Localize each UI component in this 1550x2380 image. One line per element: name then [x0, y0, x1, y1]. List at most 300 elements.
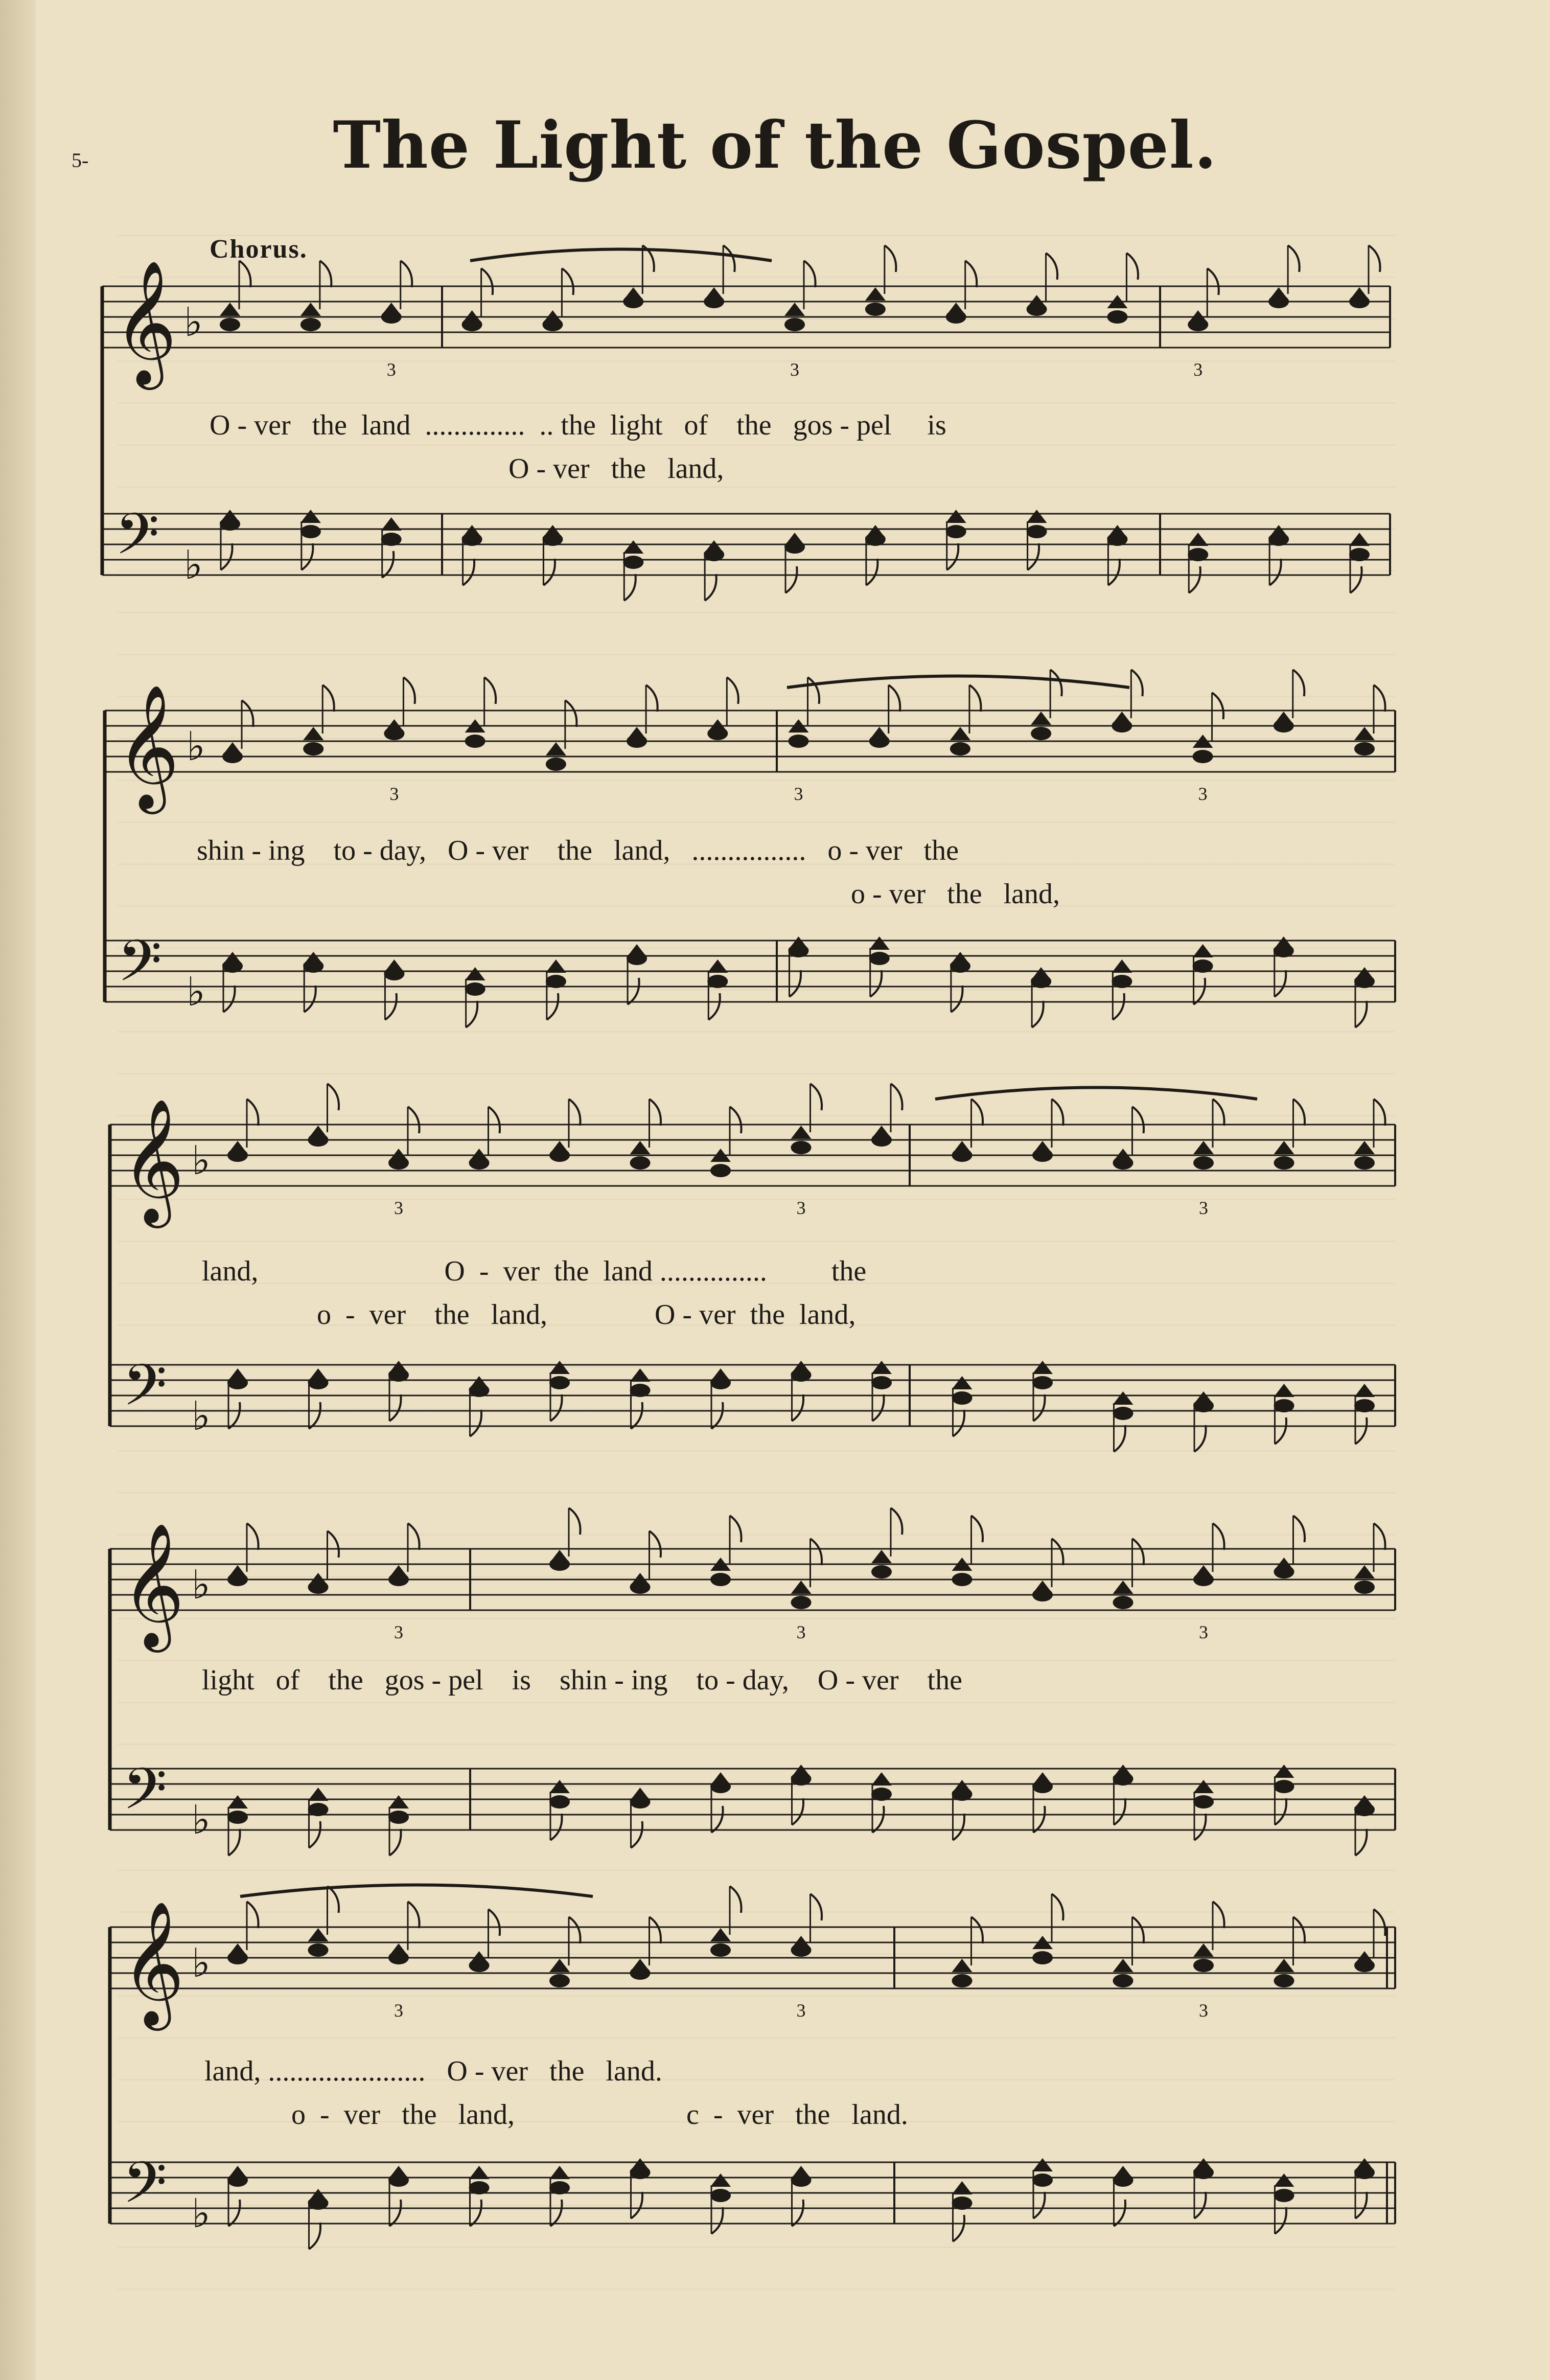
system-4-note-head-icon	[549, 1558, 570, 1571]
system-5-note-head-icon	[308, 2196, 329, 2210]
system-1-triplet-mark: 3	[386, 359, 396, 380]
system-4-note-head-icon	[1193, 1795, 1214, 1809]
hymn-title: The Light of the Gospel.	[333, 107, 1217, 183]
system-3-note-flag-icon	[872, 1394, 884, 1421]
system-5-note-flag-icon	[1355, 2192, 1367, 2218]
system-5-lyric-line-1: land, ...................... O - ver the land.	[204, 2055, 662, 2087]
system-3-note-head-icon	[1193, 1399, 1214, 1412]
system-5-bass-flat-icon: ♭	[192, 2191, 211, 2237]
system-1-note-head-icon	[1349, 295, 1370, 308]
system-5-note-head-icon	[549, 1974, 570, 1987]
system-2-shape-note-icon	[707, 959, 728, 973]
system-3-note-head-icon	[1032, 1149, 1053, 1162]
system-2-note-head-icon	[546, 975, 566, 988]
system-4-shape-note-icon	[871, 1550, 892, 1563]
system-2-note-flag-icon	[628, 978, 639, 1004]
system-3-note-flag-icon	[1293, 1099, 1305, 1126]
system-2-triplet-mark: 3	[1198, 784, 1208, 804]
system-4-note-flag-icon	[247, 1523, 259, 1550]
system-3-shape-note-icon	[630, 1141, 651, 1154]
system-2-note-head-icon	[707, 727, 728, 740]
system-1-note-flag-icon	[1288, 245, 1300, 272]
system-4-note-flag-icon	[228, 1829, 240, 1856]
system-3-note-head-icon	[308, 1133, 329, 1147]
system-4-note-flag-icon	[1293, 1516, 1305, 1542]
system-3-shape-note-icon	[630, 1368, 651, 1382]
system-4-bass-flat-icon: ♭	[192, 1797, 211, 1843]
system-2-note-flag-icon	[385, 993, 397, 1020]
system-3-note-flag-icon	[1132, 1107, 1144, 1133]
system-5-shape-note-icon	[308, 1928, 329, 1941]
system-2-note-flag-icon	[565, 700, 577, 727]
system-5-note-flag-icon	[1132, 1917, 1144, 1943]
system-3-note-flag-icon	[730, 1107, 742, 1133]
system-3-note-flag-icon	[228, 1402, 240, 1429]
system-3-note-flag-icon	[811, 1084, 822, 1110]
system-5-note-flag-icon	[489, 1909, 500, 1936]
system-2-note-head-icon	[384, 967, 404, 980]
system-5-note-head-icon	[549, 2181, 570, 2194]
system-5-note-head-icon	[791, 2173, 812, 2187]
system-3-treble-flat-icon: ♭	[192, 1138, 211, 1184]
system-4-note-head-icon	[1193, 1573, 1214, 1586]
system-1-note-head-icon	[784, 318, 805, 331]
page-mark: 5-	[72, 149, 89, 172]
system-3-shape-note-icon	[1274, 1141, 1294, 1154]
system-3-lyric-line-1: land, O - ver the land ............... the	[202, 1255, 867, 1287]
system-2-note-head-icon	[222, 959, 243, 973]
system-3-note-flag-icon	[309, 1402, 321, 1429]
system-5-note-head-icon	[388, 1951, 409, 1964]
system-3-note-head-icon	[1193, 1156, 1214, 1170]
system-2-note-head-icon	[465, 735, 485, 748]
system-3-note-head-icon	[1274, 1156, 1294, 1170]
system-4-note-head-icon	[871, 1565, 892, 1578]
system-3-bass-clef-icon: 𝄢	[123, 1352, 167, 1432]
system-2-note-head-icon	[869, 735, 890, 748]
system-5-note-head-icon	[710, 2189, 731, 2202]
system-1-shape-note-icon	[623, 540, 643, 554]
system-2-note-flag-icon	[1374, 685, 1385, 712]
slur-4	[240, 1885, 593, 1897]
system-4-triplet-mark: 3	[1199, 1622, 1208, 1642]
system-1-shape-note-icon	[381, 517, 402, 531]
system-1-note-head-icon	[704, 548, 724, 561]
system-1-note-head-icon	[784, 540, 805, 554]
system-2-shape-note-icon	[546, 742, 566, 756]
system-5-note-head-icon	[630, 1966, 651, 1980]
system-5-note-flag-icon	[1213, 1902, 1224, 1928]
system-3-note-head-icon	[549, 1149, 570, 1162]
system-2-bass-flat-icon: ♭	[187, 969, 205, 1015]
system-2-note-flag-icon	[223, 986, 235, 1012]
system-3-note-head-icon	[871, 1133, 892, 1147]
system-4-note-head-icon	[952, 1573, 973, 1586]
system-3-note-head-icon	[1113, 1156, 1133, 1170]
system-1-note-flag-icon	[320, 261, 332, 287]
system-4-note-head-icon	[630, 1795, 651, 1809]
system-1-note-head-icon	[946, 525, 966, 538]
system-3-note-flag-icon	[1194, 1425, 1206, 1452]
system-5-shape-note-icon	[1113, 1959, 1133, 1972]
system-2-note-flag-icon	[322, 685, 334, 712]
system-5-note-flag-icon	[631, 2192, 643, 2218]
system-3-shape-note-icon	[549, 1361, 570, 1374]
system-1-note-head-icon	[704, 295, 724, 308]
system-2-note-head-icon	[1112, 719, 1132, 733]
system-3-note-head-icon	[227, 1149, 248, 1162]
system-4-note-head-icon	[308, 1803, 329, 1816]
system-1-note-head-icon	[1107, 533, 1127, 546]
system-2-note-head-icon	[1354, 975, 1375, 988]
system-2-note-head-icon	[222, 750, 243, 763]
system-1-note-flag-icon	[705, 574, 716, 601]
system-4-note-flag-icon	[1213, 1523, 1224, 1550]
system-5-note-flag-icon	[1275, 2207, 1287, 2234]
system-3-shape-note-icon	[1193, 1141, 1214, 1154]
system-1-note-flag-icon	[885, 245, 896, 272]
system-1-shape-note-icon	[865, 287, 886, 301]
system-4-note-head-icon	[1274, 1780, 1294, 1793]
system-4-note-flag-icon	[650, 1531, 661, 1558]
system-2-note-flag-icon	[646, 685, 658, 712]
system-5-bass-clef-icon: 𝄢	[123, 2149, 167, 2230]
system-2-shape-note-icon	[950, 727, 970, 740]
system-3-note-flag-icon	[389, 1394, 401, 1421]
system-5-shape-note-icon	[549, 1959, 570, 1972]
system-1-lyric-line-2: O - ver the land,	[508, 453, 724, 485]
system-3-triplet-mark: 3	[1199, 1198, 1208, 1218]
system-1-note-flag-icon	[1189, 566, 1200, 593]
system-2-note-flag-icon	[1194, 978, 1206, 1004]
system-1-note-head-icon	[381, 533, 402, 546]
system-3-note-flag-icon	[1213, 1099, 1224, 1126]
slur-1	[470, 249, 772, 261]
system-5-note-head-icon	[469, 2181, 490, 2194]
system-3-shape-note-icon	[952, 1376, 973, 1389]
system-3-note-flag-icon	[1374, 1099, 1385, 1126]
system-2-note-head-icon	[465, 982, 485, 996]
system-3-note-head-icon	[549, 1376, 570, 1389]
system-4-note-head-icon	[1032, 1780, 1053, 1793]
system-4-note-head-icon	[791, 1596, 812, 1609]
system-4-shape-note-icon	[549, 1780, 570, 1793]
system-2-note-flag-icon	[1293, 670, 1305, 696]
system-4-treble-flat-icon: ♭	[192, 1562, 211, 1608]
system-3-note-head-icon	[1354, 1156, 1375, 1170]
system-5-note-head-icon	[469, 1959, 490, 1972]
system-5-note-head-icon	[1354, 1959, 1375, 1972]
system-2-note-flag-icon	[304, 986, 316, 1012]
system-4-note-flag-icon	[1374, 1523, 1385, 1550]
system-1-note-head-icon	[1188, 548, 1208, 561]
system-1-note-head-icon	[946, 310, 966, 324]
system-1-shape-note-icon	[1027, 510, 1047, 523]
system-3-note-head-icon	[1354, 1399, 1375, 1412]
system-3-note-flag-icon	[631, 1402, 643, 1429]
system-5-note-flag-icon	[470, 2200, 482, 2226]
system-4-note-flag-icon	[328, 1531, 339, 1558]
system-4-note-flag-icon	[1132, 1539, 1144, 1565]
system-2-note-head-icon	[950, 959, 970, 973]
system-2-note-flag-icon	[969, 685, 981, 712]
system-4-lyric-line-1: light of the gos - pel is shin - ing to - day, O - ver the	[202, 1664, 962, 1696]
system-2-shape-note-icon	[1112, 959, 1132, 973]
system-2-note-head-icon	[546, 758, 566, 771]
system-4-note-flag-icon	[1355, 1829, 1367, 1856]
system-4-note-flag-icon	[872, 1806, 884, 1833]
system-2-note-head-icon	[1354, 742, 1375, 756]
system-5-note-flag-icon	[228, 2200, 240, 2226]
system-1-shape-note-icon	[300, 303, 321, 316]
system-4-note-flag-icon	[711, 1806, 723, 1833]
slur-2	[787, 676, 1129, 688]
system-1-note-flag-icon	[562, 268, 573, 295]
system-1-note-head-icon	[623, 295, 643, 308]
system-5-note-flag-icon	[792, 2200, 804, 2226]
system-2-note-flag-icon	[727, 677, 738, 704]
system-3-note-flag-icon	[1033, 1394, 1045, 1421]
system-1-note-flag-icon	[543, 559, 555, 585]
system-2-shape-note-icon	[1031, 712, 1051, 725]
system-1-note-head-icon	[220, 318, 240, 331]
system-4-shape-note-icon	[1354, 1565, 1375, 1578]
system-4-note-flag-icon	[891, 1508, 903, 1535]
system-2-note-flag-icon	[951, 986, 963, 1012]
system-1-bass-flat-icon: ♭	[184, 542, 203, 588]
system-3-note-head-icon	[952, 1391, 973, 1405]
system-4-note-flag-icon	[730, 1516, 742, 1542]
system-5-treble-flat-icon: ♭	[192, 1940, 211, 1986]
system-5-note-head-icon	[1274, 2189, 1294, 2202]
system-2-lyric-line-2: o - ver the land,	[851, 878, 1060, 910]
system-5-note-head-icon	[1193, 1959, 1214, 1972]
system-5-triplet-mark: 3	[1199, 2000, 1208, 2021]
system-4-note-head-icon	[952, 1788, 973, 1801]
system-3-note-head-icon	[308, 1376, 329, 1389]
system-3-note-head-icon	[1274, 1399, 1294, 1412]
system-1-note-head-icon	[1027, 525, 1047, 538]
system-5-triplet-mark: 3	[394, 2000, 403, 2021]
system-1-note-flag-icon	[1207, 268, 1219, 295]
system-3-note-flag-icon	[1052, 1099, 1063, 1126]
system-2-note-flag-icon	[870, 970, 882, 997]
system-4-note-head-icon	[1113, 1596, 1133, 1609]
system-1-note-flag-icon	[221, 543, 233, 570]
system-1-note-head-icon	[300, 318, 321, 331]
system-4-note-flag-icon	[792, 1798, 804, 1825]
system-3-note-head-icon	[1032, 1376, 1053, 1389]
system-2-note-head-icon	[789, 735, 809, 748]
system-4-note-head-icon	[1354, 1581, 1375, 1594]
system-3-note-flag-icon	[489, 1107, 500, 1133]
system-4-shape-note-icon	[1274, 1765, 1294, 1778]
system-2-note-head-icon	[1274, 944, 1294, 957]
system-3-shape-note-icon	[871, 1361, 892, 1374]
system-3-note-head-icon	[1113, 1407, 1133, 1420]
system-3-triplet-mark: 3	[394, 1198, 403, 1218]
system-5-shape-note-icon	[710, 2173, 731, 2187]
system-4-note-flag-icon	[1194, 1814, 1206, 1840]
system-1-note-head-icon	[865, 303, 886, 316]
system-3-bass-flat-icon: ♭	[192, 1393, 211, 1439]
system-1-shape-note-icon	[946, 510, 966, 523]
system-2-triplet-mark: 3	[794, 784, 803, 804]
system-2-note-head-icon	[627, 735, 647, 748]
system-4-note-head-icon	[388, 1573, 409, 1586]
system-4-note-head-icon	[630, 1581, 651, 1594]
system-5-treble-clef-icon: 𝄞	[121, 1900, 185, 2025]
system-2-shape-note-icon	[546, 959, 566, 973]
system-4-note-head-icon	[549, 1795, 570, 1809]
system-5-note-flag-icon	[247, 1902, 259, 1928]
system-3-note-flag-icon	[1355, 1417, 1367, 1444]
system-5-note-flag-icon	[730, 1886, 742, 1913]
system-1-note-flag-icon	[866, 559, 878, 585]
system-4-note-head-icon	[308, 1581, 329, 1594]
system-5-note-flag-icon	[1052, 1894, 1063, 1920]
system-5-note-head-icon	[1354, 2166, 1375, 2179]
system-5-lyric-line-2: o - ver the land, c - ver the land.	[291, 2099, 908, 2131]
system-5-shape-note-icon	[469, 2166, 490, 2179]
system-2-note-flag-icon	[484, 677, 496, 704]
system-2-note-head-icon	[707, 975, 728, 988]
slur-3	[935, 1088, 1257, 1100]
system-1-shape-note-icon	[1349, 533, 1370, 546]
system-3-note-head-icon	[952, 1149, 973, 1162]
system-1-note-head-icon	[1027, 303, 1047, 316]
system-3-note-flag-icon	[470, 1410, 482, 1436]
system-5-note-head-icon	[1113, 2173, 1133, 2187]
system-5-shape-note-icon	[952, 1959, 973, 1972]
system-1-note-head-icon	[220, 517, 240, 531]
system-1-triplet-mark: 3	[790, 359, 799, 380]
system-2-bass-clef-icon: 𝄢	[118, 928, 162, 1008]
system-1-note-head-icon	[1107, 310, 1127, 324]
system-2-note-head-icon	[1193, 959, 1213, 973]
system-3-note-flag-icon	[1114, 1425, 1126, 1452]
system-1-note-head-icon	[1188, 318, 1208, 331]
system-4-note-flag-icon	[1275, 1798, 1287, 1825]
system-4-note-flag-icon	[389, 1829, 401, 1856]
system-1-note-flag-icon	[1269, 559, 1281, 585]
system-3-shape-note-icon	[791, 1126, 812, 1139]
system-4-note-flag-icon	[811, 1539, 822, 1565]
system-1-note-flag-icon	[1046, 253, 1058, 280]
system-2-triplet-mark: 3	[389, 784, 399, 804]
system-2-shape-note-icon	[1193, 944, 1213, 957]
system-5-note-head-icon	[952, 2196, 973, 2210]
system-5-note-flag-icon	[569, 1917, 581, 1943]
system-2-note-flag-icon	[403, 677, 415, 704]
system-5-note-flag-icon	[1374, 1909, 1385, 1936]
system-4-note-head-icon	[871, 1788, 892, 1801]
system-4-note-head-icon	[1354, 1803, 1375, 1816]
system-5-note-head-icon	[308, 1943, 329, 1957]
system-3-note-flag-icon	[569, 1099, 581, 1126]
system-2-note-flag-icon	[889, 685, 900, 712]
system-4-triplet-mark: 3	[394, 1622, 403, 1642]
system-4-triplet-mark: 3	[796, 1622, 806, 1642]
system-2-note-head-icon	[384, 727, 404, 740]
system-2-note-head-icon	[1274, 719, 1294, 733]
system-5-shape-note-icon	[1032, 2158, 1053, 2171]
system-1-note-head-icon	[542, 533, 563, 546]
system-5-note-flag-icon	[1194, 2192, 1206, 2218]
system-4-note-head-icon	[791, 1772, 812, 1786]
system-1-note-flag-icon	[401, 261, 412, 287]
system-1-note-flag-icon	[463, 559, 475, 585]
system-2-note-flag-icon	[1131, 670, 1143, 696]
system-3-note-head-icon	[871, 1376, 892, 1389]
system-4-note-flag-icon	[550, 1814, 562, 1840]
system-5-note-head-icon	[227, 1951, 248, 1964]
system-4-note-head-icon	[1274, 1565, 1294, 1578]
system-4-treble-clef-icon: 𝄞	[121, 1522, 185, 1647]
system-2-treble-clef-icon: 𝄞	[116, 683, 180, 809]
system-1-note-flag-icon	[804, 261, 816, 287]
system-3-note-head-icon	[791, 1368, 812, 1382]
system-3-note-flag-icon	[328, 1084, 339, 1110]
system-2-note-flag-icon	[790, 970, 801, 997]
system-4-note-head-icon	[227, 1811, 248, 1824]
system-2-note-flag-icon	[708, 993, 720, 1020]
system-5-triplet-mark: 3	[796, 2000, 806, 2021]
system-1-note-head-icon	[623, 556, 643, 569]
system-3-note-head-icon	[710, 1164, 731, 1177]
system-3-lyric-line-2: o - ver the land, O - ver the land,	[317, 1299, 856, 1331]
system-3-note-head-icon	[388, 1368, 409, 1382]
system-2-note-head-icon	[950, 742, 970, 756]
system-3-note-head-icon	[469, 1156, 490, 1170]
system-4-note-flag-icon	[569, 1508, 581, 1535]
system-4-note-head-icon	[1113, 1772, 1133, 1786]
system-2-lyric-line-1: shin - ing to - day, O - ver the land, ................ o - ver the	[197, 835, 959, 866]
system-3-note-flag-icon	[247, 1099, 259, 1126]
system-2-note-flag-icon	[808, 677, 820, 704]
system-4-shape-note-icon	[871, 1772, 892, 1786]
system-5-note-head-icon	[791, 1943, 812, 1957]
system-3-treble-clef-icon: 𝄞	[121, 1097, 185, 1223]
system-1-note-head-icon	[462, 318, 482, 331]
system-5-note-flag-icon	[650, 1917, 661, 1943]
system-3-note-flag-icon	[1275, 1417, 1287, 1444]
system-1-note-head-icon	[462, 533, 482, 546]
system-5-note-flag-icon	[1114, 2200, 1126, 2226]
system-2-note-flag-icon	[1050, 670, 1062, 696]
system-3-note-flag-icon	[408, 1107, 420, 1133]
system-4-note-flag-icon	[309, 1821, 321, 1848]
system-1-bass-clef-icon: 𝄢	[115, 501, 159, 581]
system-5-note-head-icon	[1032, 1951, 1053, 1964]
system-5-note-flag-icon	[711, 2207, 723, 2234]
system-5-note-flag-icon	[328, 1886, 339, 1913]
system-4-note-flag-icon	[631, 1821, 643, 1848]
system-1-note-head-icon	[381, 310, 402, 324]
system-2-note-flag-icon	[466, 1001, 478, 1027]
system-2-note-flag-icon	[242, 700, 253, 727]
system-3-note-flag-icon	[971, 1099, 983, 1126]
system-1-note-head-icon	[1349, 548, 1370, 561]
system-1-note-flag-icon	[239, 261, 251, 287]
system-4-note-flag-icon	[1114, 1798, 1126, 1825]
system-3-note-flag-icon	[953, 1410, 965, 1436]
system-1-note-head-icon	[865, 533, 886, 546]
system-1-note-flag-icon	[1126, 253, 1138, 280]
system-1-note-flag-icon	[624, 574, 636, 601]
system-1-note-flag-icon	[947, 543, 959, 570]
system-3-note-head-icon	[469, 1384, 490, 1397]
